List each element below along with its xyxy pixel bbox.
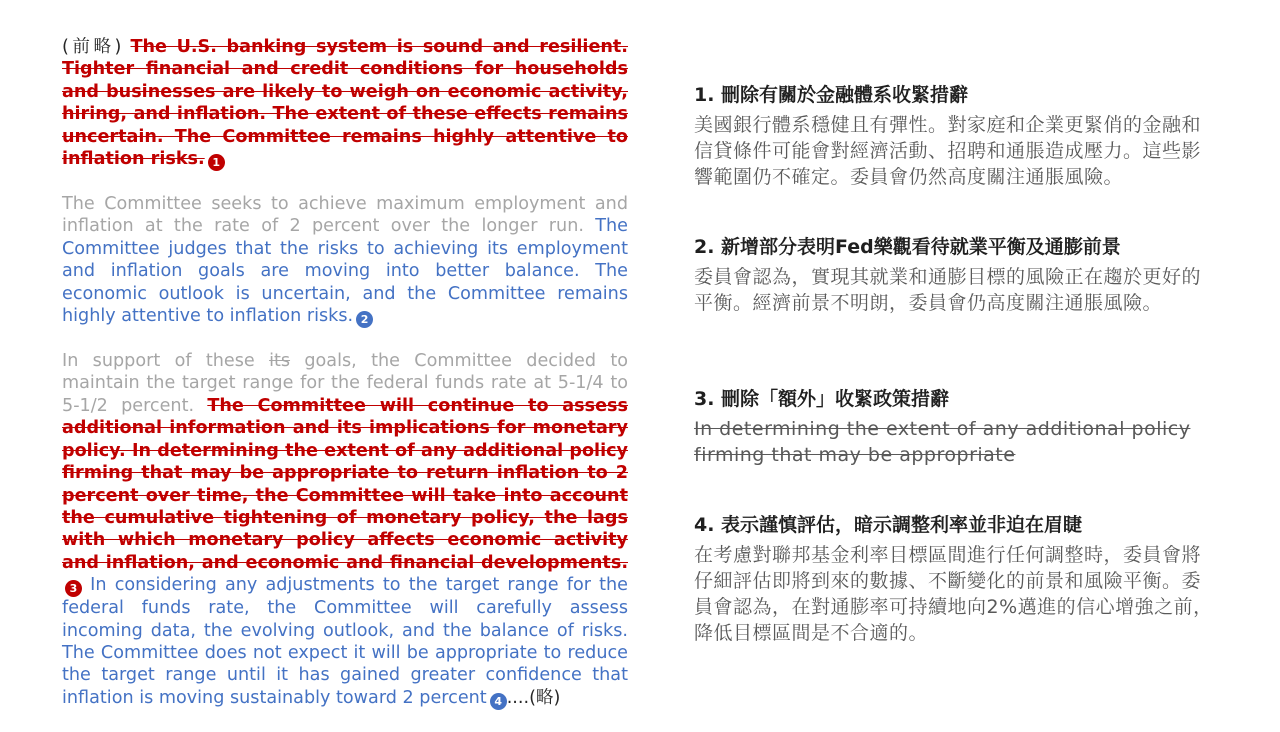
paragraph-3 <box>62 350 628 710</box>
paragraph-1 <box>62 36 628 171</box>
section-3-title: 3. 刪除「額外」收緊政策措辭 <box>694 388 950 410</box>
marker-4-badge: 4 <box>490 693 507 710</box>
paragraph-2 <box>62 193 628 328</box>
omitted-suffix: ....(略) <box>506 687 561 708</box>
added-text-3: In considering any adjustments to the target range for the federal funds rate, the Committee will carefully assess incoming data, the evolving outlook, and the balance of risks. The Committee does not expect it will be appropriate to reduce the target range until it has gained greater confidence that inflation is moving sustainably toward 2 percent <box>62 575 628 708</box>
section-3-body: In determining the extent of any additional policy firming that may be appropriate <box>694 418 1191 466</box>
unchanged-text-3a: In support of these <box>62 351 270 372</box>
deleted-text-3: The Committee will continue to assess additional information and its implications for monetary policy. In determining the extent of any additional policy firming that may be appropriate to return inflation to 2 percent over time, the Committee will take into account the cumulative tightening of monetary policy, the lags with which monetary policy affects economic activity and inflation, and economic and financial developments. <box>62 395 628 573</box>
deleted-text-1: The U.S. banking system is sound and resilient. Tighter financial and credit conditions for households and businesses are likely to weigh on economic activity, hiring, and inflation. The extent of these effects remains uncertain. The Committee remains highly attentive to inflation risks. <box>62 37 628 170</box>
marker-1-badge: 1 <box>208 154 225 171</box>
section-1-body: 美國銀行體系穩健且有彈性。對家庭和企業更緊俏的金融和信貸條件可能會對經濟活動、招聘和通脹造成壓力。這些影響範圍仍不確定。委員會仍然高度關注通脹風險。 <box>694 114 1202 188</box>
deleted-word-its: its <box>269 351 291 372</box>
omitted-prefix: (前略) <box>62 37 131 57</box>
unchanged-text-2: The Committee seeks to achieve maximum employment and inflation at the rate of 2 percent over the longer run. <box>62 194 628 237</box>
marker-3-badge: 3 <box>65 580 82 597</box>
marker-2-badge: 2 <box>356 311 373 328</box>
fomc-statement-comparison <box>62 36 628 732</box>
section-4-body: 在考慮對聯邦基金利率目標區間進行任何調整時，委員會將仔細評估即將到來的數據、不斷變化的前景和風險平衡。委員會認為，在對通膨率可持續地向2%邁進的信心增強之前，降低目標區間是不合適的。 <box>694 544 1213 644</box>
section-4-title: 4. 表示謹慎評估，暗示調整利率並非迫在眉睫 <box>694 514 1083 536</box>
section-2-title: 2. 新增部分表明Fed樂觀看待就業平衡及通膨前景 <box>694 236 1121 258</box>
added-text-2: The Committee judges that the risks to achieving its employment and inflation goals are moving into better balance. The economic outlook is uncertain, and the Committee remains highly attentive to inflation risks. <box>62 216 628 327</box>
section-1-title: 1. 刪除有關於金融體系收緊措辭 <box>694 84 969 106</box>
unchanged-text-3b: goals, the Committee decided to maintain the target range for the federal funds rate at 5-1/4 to 5-1/2 percent. <box>62 351 628 416</box>
section-2-body: 委員會認為，實現其就業和通膨目標的風險正在趨於更好的平衡。經濟前景不明朗，委員會仍高度關注通脹風險。 <box>694 266 1202 314</box>
